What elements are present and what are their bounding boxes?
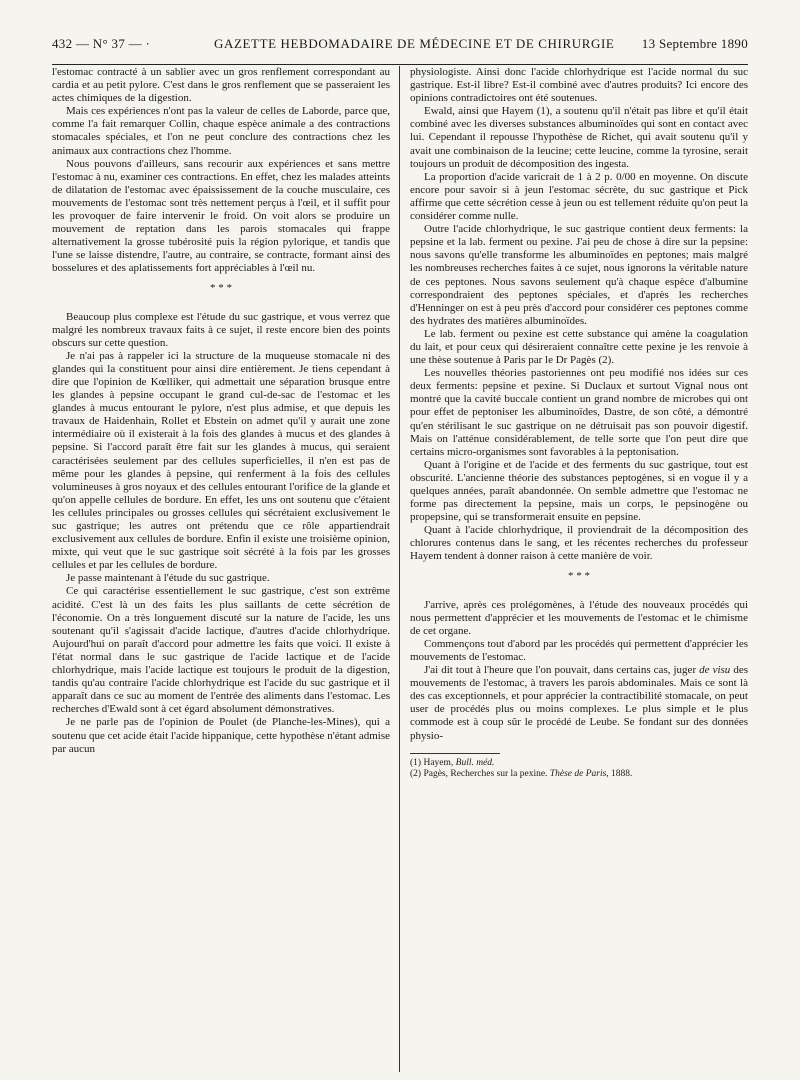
- italic-text: Bull. méd.: [455, 757, 495, 768]
- paragraph: Commençons tout d'abord par les procédés qui permettent d'apprécier les mouvements de l'estomac.: [410, 637, 748, 663]
- journal-title: GAZETTE HEBDOMADAIRE DE MÉDECINE ET DE CHIRURGIE: [214, 36, 615, 51]
- section-separator: * * *: [210, 281, 232, 294]
- paragraph: physiologiste. Ainsi donc l'acide chlorhydrique est l'acide normal du suc gastrique. Est-il libre? Est-il combiné avec d'autres produits? Ici encore des opinions contradictoires ont été soutenues.: [410, 66, 748, 105]
- text-run: J'ai dit tout à l'heure que l'on pouvait, dans certains cas, juger: [424, 664, 700, 677]
- left-column: [52, 66, 390, 1076]
- paragraph: Je n'ai pas à rappeler ici la structure de la muqueuse stomacale ni des glandes qui la constituent pour ainsi dire entièrement. Je tiens cependant à dire que l'opinion de Kœlliker, qui admettait une séparation brusque entre les glandes à pepsine occupant le grand cul-de-sac de l'estomac et les glandes à mucus entourant le pylore, n'est plus admise, et que depuis les travaux de Haidenhain, Rollet et Ebstein on admet qu'il y aurait une zone intermédiaire où il existerait à la fois des glandes à mucus et des glandes à pepsine. Si l'accord paraît être fait sur les glandes à mucus, qui seraient caractérisées seulement par des cellules superficielles, il n'en est pas de même pour les glandes à pepsine, qui renferment à la fois des cellules volumineuses à gros noyaux et des cellules entourant l'orifice de la glande et qu'on appelle cellules de bordure. En effet, les uns ont soutenu que c'étaient les cellules principales ou grosses cellules qui sécrétaient exclusivement le suc gastrique; les autres ont prétendu que ce rôle appartiendrait exclusivement aux cellules de bordure. Enfin il existe une troisième opinion, mixte, qui veut que le suc gastrique soit sécrété à la fois par les grosses cellules et par les cellules de bordure.: [52, 349, 390, 572]
- paragraph: Les nouvelles théories pastoriennes ont peu modifié nos idées sur ces deux ferments: pepsine et pexine. Si Duclaux et surtout Vignal nous ont montré que la cavité buccale contient un grand nombre de microbes qui ont pour effet de peptoniser les albuminoïdes, Dastre, de son côté, a démontré qu'en stérilisant le suc gastrique on ne détruisait pas son pouvoir digestif. Mais on l'atténue considérablement, de telle sorte que l'on peut dire que certains micro-organismes sont favorables à la peptonisation.: [410, 367, 748, 458]
- text-run: des mouvements de l'estomac, à travers les parois abdominales. Mais ce sont là des cas exceptionnels, et pour apprécier la contractibilité stomacale, on peut user de procédés plus ou moins complexes. Le plus simple et le plus commode est à coup sûr le procédé de Leube. Se fondant sur des données physio-: [410, 664, 748, 742]
- paragraph: Je passe maintenant à l'étude du suc gastrique.: [66, 572, 270, 585]
- footnote-2: [410, 769, 748, 780]
- paragraph: La proportion d'acide varicrait de 1 à 2 p. 0/00 en moyenne. On discute encore pour savoir si à jeun l'estomac sécrète, du suc gastrique et Pick affirme que cette sécrétion cesse à jeun ou est tellement réduite qu'on peut la considérer comme nulle.: [410, 170, 748, 223]
- paragraph: Je ne parle pas de l'opinion de Poulet (de Planche-les-Mines), qui a soutenu que cet acide était l'acide hippanique, cette hypothèse n'étant admise par aucun: [52, 716, 390, 755]
- header-rule: [52, 64, 748, 65]
- paragraph: Nous pouvons d'ailleurs, sans recourir aux expériences et sans mettre l'estomac à nu, examiner ces contractions. En effet, chez les malades atteints de dilatation de l'estomac avec épaississement de la couche musculaire, ces mouvements de l'estomac sont très nettement perçus à l'œil, et il suffit pour les provoquer de faire intervenir le froid. On voit alors se produire un mouvement de reptation dans les parois stomacales qui frappe alternativement la grosse tubérosité puis la région pylorique, et tandis que l'une se laisse distendre, l'autre, au contraire, se contracte, formant ainsi des bosselures et des aplatissements fort appréciables à l'œil nu.: [52, 157, 390, 275]
- paragraph: l'estomac contracté à un sablier avec un gros renflement correspondant au cardia et au petit pylore. C'est dans le gros renflement que se passeraient les actes chimiques de la digestion.: [52, 66, 390, 105]
- footnote-1: [410, 758, 748, 769]
- page-header: [52, 36, 748, 62]
- paragraph: Outre l'acide chlorhydrique, le suc gastrique contient deux ferments: la pepsine et la lab. ferment ou pexine. J'ai peu de chose à dire sur la pepsine: nous savons qu'elle transforme les albuminoïdes en peptones; mais malgré les nombreuses recherches faites à ce sujet, nous ignorons la véritable nature de ces peptones. Nous savons seulement qu'à chaque espèce d'albumine correspondraient des peptones spéciales, et d'après les recherches d'Henninger on est à peu près d'accord pour considérer ces peptones comme des hydrates des matières albuminoïdes.: [410, 223, 748, 327]
- paragraph: Ewald, ainsi que Hayem (1), a soutenu qu'il n'était pas libre et qu'il était combiné avec les diverses substances albuminoïdes qui sont en contact avec lui. Cependant il repousse l'hypothèse de Richet, qui avait soutenu qu'il y avait une combinaison de la leucine; cette leucine, comme la tyrosine, serait toujours un produit de décomposition des ingesta.: [410, 105, 748, 170]
- paragraph: Ce qui caractérise essentiellement le suc gastrique, c'est son extrême acidité. C'est là un des faits les plus saillants de cette sécrétion de l'économie. On a très longuement discuté sur la nature de l'acide, les uns soutenant qu'il s'agissait d'acide lactique, d'autres d'acide chlorhydrique. Aujourd'hui on paraît d'accord pour admettre les faits que voici. Il existe à l'état normal dans le suc gastrique de l'acide lactique et de l'acide chlorhydrique, mais l'acide lactique est toujours le produit de la digestion, tandis qu'au contraire l'acide chlorhydrique est l'acide du suc gastrique et il apparaît dans ce suc au moment de l'entrée des aliments dans l'estomac. Les recherches d'Ewald sont à cet égard absolument démonstratives.: [52, 585, 390, 716]
- text-run: (2) Pagès, Recherches sur la pexine.: [410, 768, 550, 779]
- section-separator: * * *: [568, 569, 590, 582]
- paragraph: Quant à l'origine et de l'acide et des ferments du suc gastrique, tout est obscurité. L'ancienne théorie des substances peptogènes, si en vogue il y a quelques années, paraît abandonnée. On semble admettre que l'estomac ne forme pas directement la pepsine, mais un corps, le pepsinogène ou propepsine, qui se transformerait ensuite en pepsine.: [410, 458, 748, 524]
- paragraph: [410, 664, 748, 743]
- issue-date: 13 Septembre 1890: [641, 36, 748, 51]
- text-run: (1) Hayem,: [410, 757, 456, 768]
- text-run: , 1888.: [606, 768, 633, 779]
- paragraph: Mais ces expériences n'ont pas la valeur de celles de Laborde, parce que, comme l'a fait remarquer Collin, chaque espèce animale a des contractions stomacales spéciales, et l'on ne peut conclure des contractions chez les animaux aux contractions chez l'homme.: [52, 105, 390, 157]
- paragraph: Beaucoup plus complexe est l'étude du suc gastrique, et vous verrez que malgré les nombreux travaux faits à ce sujet, il reste encore bien des points obscurs sur cette question.: [52, 310, 390, 349]
- paragraph: J'arrive, après ces prolégomènes, à l'étude des nouveaux procédés qui nous permettent d'apprécier et les mouvements de l'estomac et le chimisme de cet organe.: [410, 598, 748, 637]
- page-number: 432 — N° 37 — ·: [52, 36, 151, 51]
- paragraph: Le lab. ferment ou pexine est cette substance qui amène la coagulation du lait, et pour ceux qui désireraient connaître cette pexine je les renvoie à une thèse soutenue à Paris par le Dr Pagès (2).: [410, 327, 748, 367]
- italic-text: Thèse de Paris: [549, 768, 607, 779]
- italic-text: de visu: [699, 664, 731, 677]
- footnote-rule: [410, 753, 500, 754]
- right-column: [410, 66, 748, 1076]
- column-divider: [399, 66, 400, 1072]
- paragraph: Quant à l'acide chlorhydrique, il proviendrait de la décomposition des chlorures contenus dans le sang, et les récentes recherches du professeur Hayem tendent à donner raison à cette manière de voir.: [410, 524, 748, 563]
